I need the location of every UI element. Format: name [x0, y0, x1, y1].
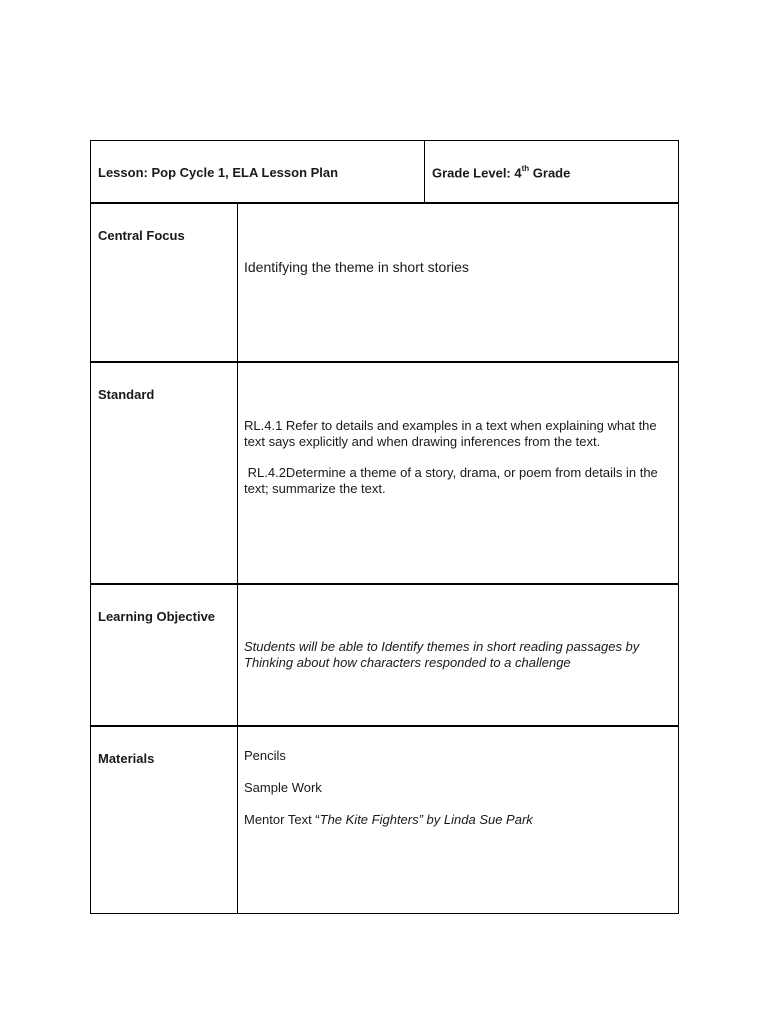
grade-level-suffix: Grade [529, 165, 571, 181]
grade-level [425, 141, 678, 202]
materials-row [91, 725, 678, 913]
materials-item: Pencils [244, 748, 286, 763]
central-focus-row [91, 202, 678, 361]
materials-content [238, 727, 678, 913]
materials-label: Materials [91, 727, 238, 913]
grade-level-prefix: Grade Level: 4 [432, 165, 522, 181]
learning-objective-text: Students will be able to Identify themes in short reading passages by Thinking about how characters responded to a challenge [244, 639, 640, 670]
materials-item-mentor-text [244, 812, 664, 828]
standard-content [238, 363, 678, 583]
mentor-text-prefix: Mentor Text “ [244, 812, 320, 827]
grade-level-superscript: th [521, 164, 530, 173]
central-focus-text: Identifying the theme in short stories [244, 259, 469, 275]
standard-label: Standard [91, 363, 238, 583]
lesson-title: Lesson: Pop Cycle 1, ELA Lesson Plan [91, 141, 425, 202]
materials-item: Sample Work [244, 780, 322, 795]
central-focus-content [238, 204, 678, 361]
standard-item: RL.4.1 Refer to details and examples in a text when explaining what the text says explicitly and when drawing inferences from the text. [244, 418, 657, 449]
central-focus-label: Central Focus [91, 204, 238, 361]
standard-item: RL.4.2Determine a theme of a story, drama, or poem from details in the text; summarize the text. [244, 465, 662, 496]
lesson-plan-table [90, 140, 679, 914]
learning-objective-row [91, 583, 678, 725]
header-row [91, 141, 678, 202]
mentor-text-title: The Kite Fighters” by Linda Sue Park [319, 812, 533, 827]
standard-row [91, 361, 678, 583]
learning-objective-label: Learning Objective [91, 585, 238, 725]
learning-objective-content [238, 585, 678, 725]
